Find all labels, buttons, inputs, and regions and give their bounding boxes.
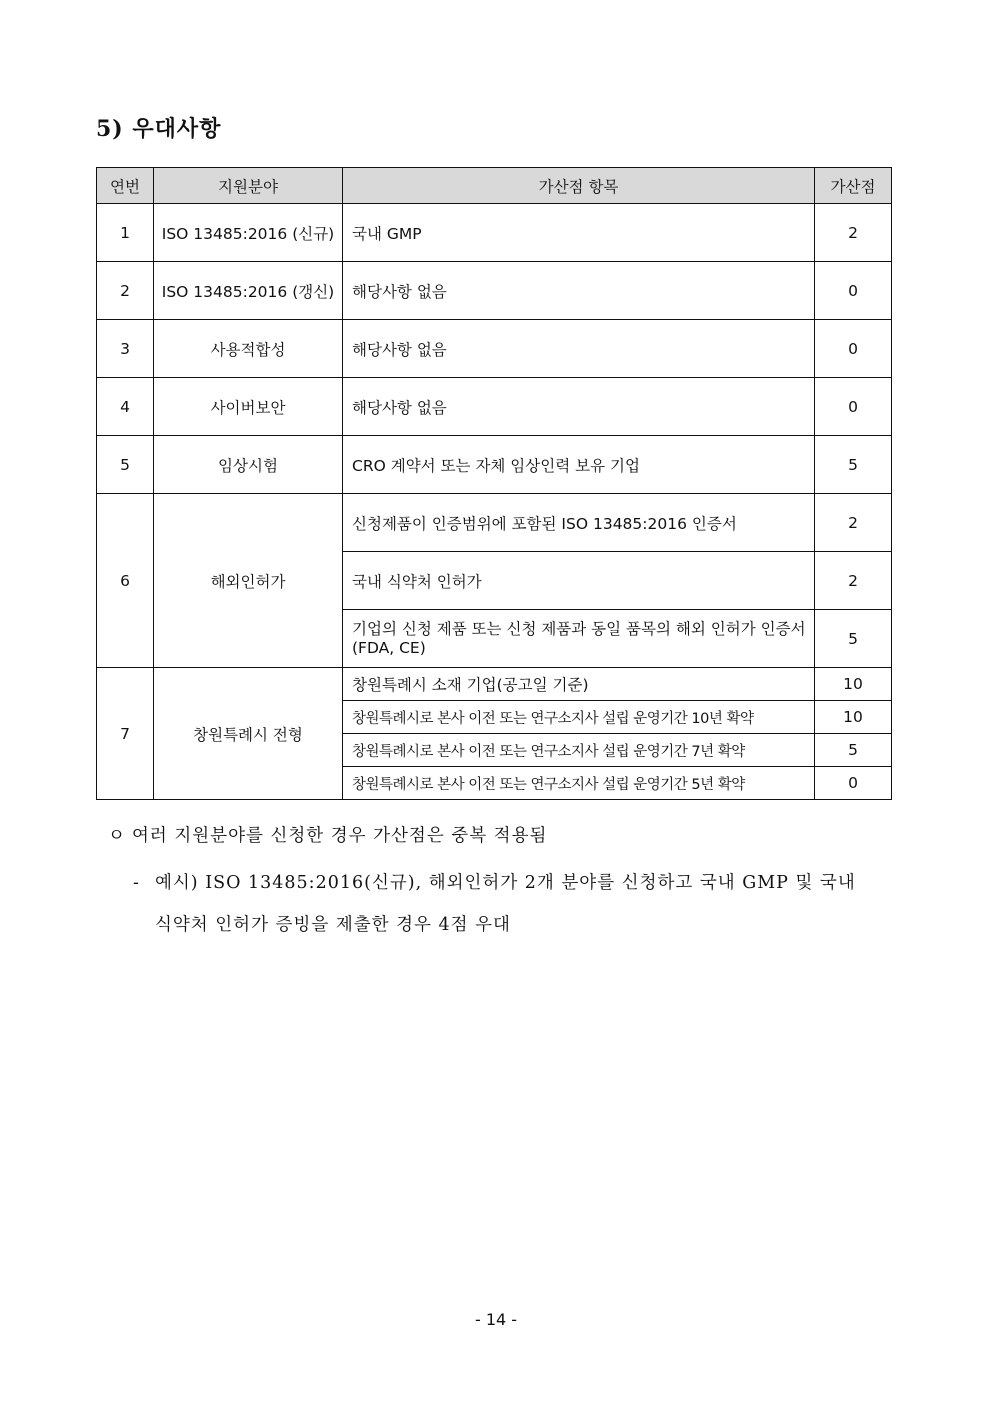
row-score: 10	[815, 668, 892, 701]
header-no: 연번	[97, 168, 154, 204]
table-row	[97, 204, 892, 262]
row-item: 기업의 신청 제품 또는 신청 제품과 동일 품목의 해외 인허가 인증서(FDA, CE)	[343, 610, 815, 668]
row-item: 해당사항 없음	[343, 262, 815, 320]
row-field: 사이버보안	[154, 378, 343, 436]
row-field: 해외인허가	[154, 494, 343, 668]
row-field: ISO 13485:2016 (신규)	[154, 204, 343, 262]
row-no: 4	[97, 378, 154, 436]
row-score: 2	[815, 204, 892, 262]
row-score: 0	[815, 767, 892, 800]
table-row	[97, 668, 892, 701]
row-score: 0	[815, 378, 892, 436]
row-score: 10	[815, 701, 892, 734]
row-item: 창원특례시로 본사 이전 또는 연구소지사 설립 운영기간 7년 확약	[343, 734, 815, 767]
row-no: 6	[97, 494, 154, 668]
row-item: 창원특례시로 본사 이전 또는 연구소지사 설립 운영기간 5년 확약	[343, 767, 815, 800]
note-text: 여러 지원분야를 신청한 경우 가산점은 중복 적용됨	[132, 826, 548, 846]
dash-marker: -	[133, 873, 140, 893]
row-score: 5	[815, 734, 892, 767]
bonus-points-table	[96, 167, 892, 800]
header-score: 가산점	[815, 168, 892, 204]
table-row	[97, 262, 892, 320]
row-score: 5	[815, 610, 892, 668]
row-item: 국내 식약처 인허가	[343, 552, 815, 610]
row-item: 해당사항 없음	[343, 378, 815, 436]
note-line	[108, 822, 908, 850]
row-no: 1	[97, 204, 154, 262]
table-row	[97, 320, 892, 378]
row-item: 신청제품이 인증범위에 포함된 ISO 13485:2016 인증서	[343, 494, 815, 552]
header-item: 가산점 항목	[343, 168, 815, 204]
row-field: 임상시험	[154, 436, 343, 494]
row-score: 0	[815, 320, 892, 378]
example-line-1: 예시) ISO 13485:2016(신규), 해외인허가 2개 분야를 신청하고 국내 GMP 및 국내	[155, 873, 856, 893]
table-row	[97, 494, 892, 552]
example-line-2: 식약처 인허가 증빙을 제출한 경우 4점 우대	[155, 915, 511, 935]
table-row	[97, 378, 892, 436]
row-item: 창원특례시로 본사 이전 또는 연구소지사 설립 운영기간 10년 확약	[343, 701, 815, 734]
row-field: ISO 13485:2016 (갱신)	[154, 262, 343, 320]
row-no: 2	[97, 262, 154, 320]
page-number: - 14 -	[474, 1310, 518, 1329]
bullet-icon: ㅇ	[108, 826, 126, 846]
row-item: 국내 GMP	[343, 204, 815, 262]
row-item: 해당사항 없음	[343, 320, 815, 378]
row-field: 사용적합성	[154, 320, 343, 378]
row-no: 7	[97, 668, 154, 800]
row-item: CRO 계약서 또는 자체 임상인력 보유 기업	[343, 436, 815, 494]
table-row	[97, 436, 892, 494]
row-field: 창원특례시 전형	[154, 668, 343, 800]
section-title: 5) 우대사항	[96, 116, 222, 142]
row-item: 창원특례시 소재 기업(공고일 기준)	[343, 668, 815, 701]
header-field: 지원분야	[154, 168, 343, 204]
row-no: 5	[97, 436, 154, 494]
row-no: 3	[97, 320, 154, 378]
note-example	[133, 862, 898, 946]
row-score: 0	[815, 262, 892, 320]
row-score: 2	[815, 552, 892, 610]
table-header-row	[97, 168, 892, 204]
row-score: 2	[815, 494, 892, 552]
row-score: 5	[815, 436, 892, 494]
